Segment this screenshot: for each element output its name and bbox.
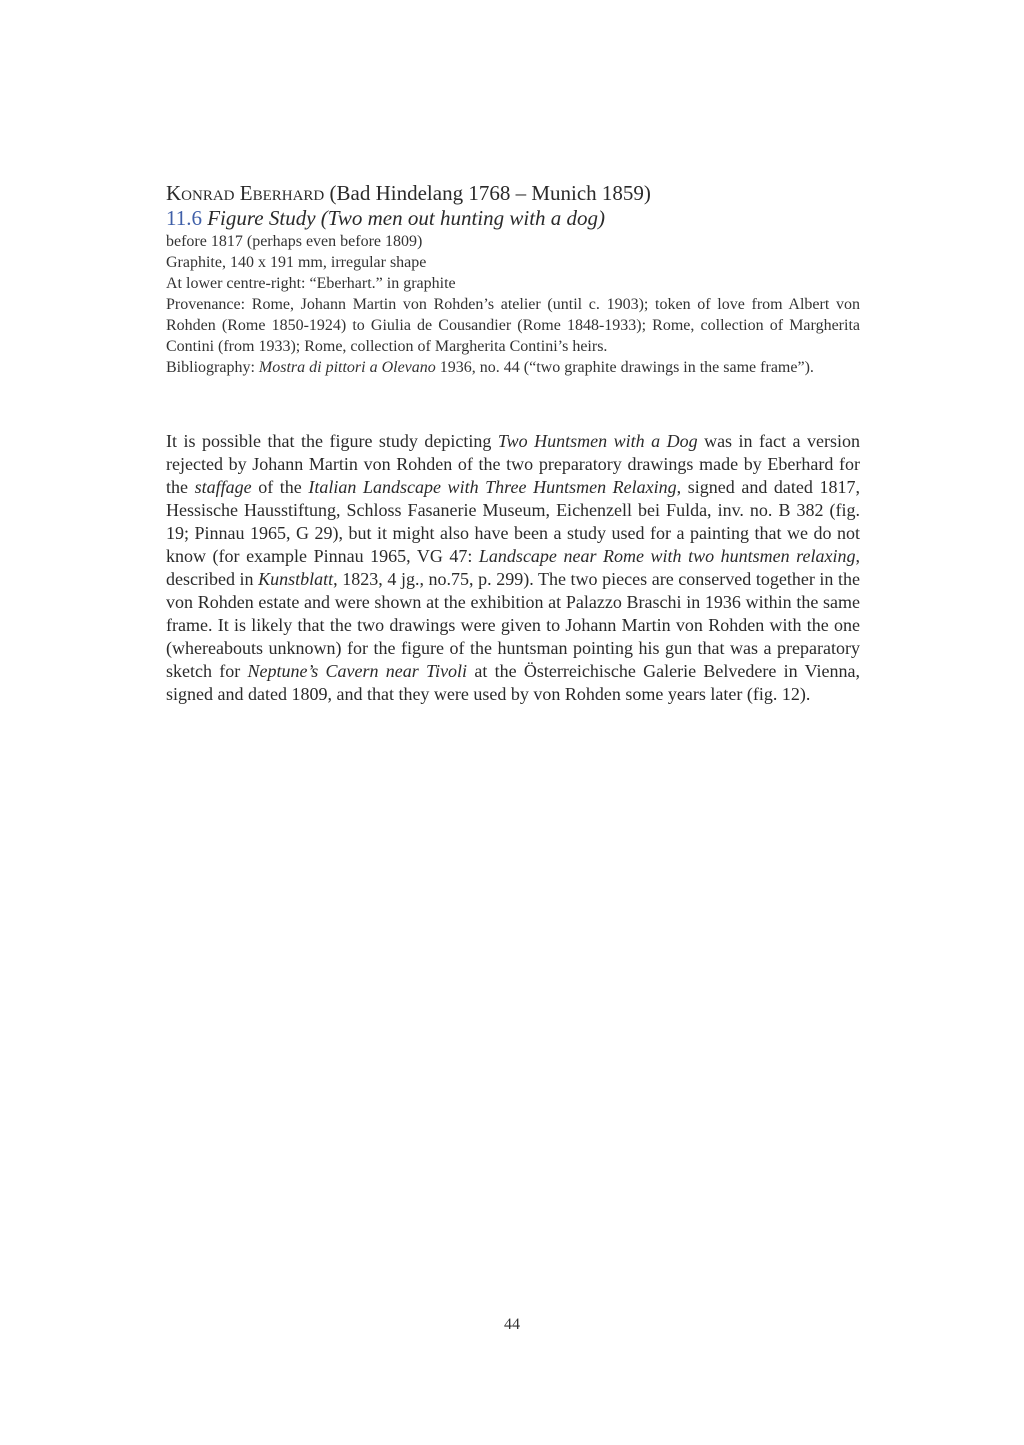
essay-italic: Kunstblatt: [258, 569, 334, 589]
essay-text: , described in: [166, 546, 860, 589]
essay-text: of the: [251, 477, 309, 497]
essay-text: at the Österreichische Galerie Belvedere in Vienna, signed and dated 1809, and that they were used by von Rohden some years later (fig. 12).: [166, 661, 860, 704]
essay-italic: Neptune’s Cavern near Tivoli: [247, 661, 468, 681]
catalogue-entry: [166, 180, 860, 378]
entry-metadata: [166, 231, 860, 378]
essay-italic: Landscape near Rome with two huntsmen relaxing: [478, 546, 856, 566]
artist-heading: [166, 180, 860, 206]
work-medium: Graphite, 140 x 191 mm, irregular shape: [166, 254, 427, 271]
work-provenance: Provenance: Rome, Johann Martin von Rohden’s atelier (until c. 1903); token of love from Albert von Rohden (Rome 1850-1924) to Giulia de Cousandier (Rome 1848-1933); Rome, collection of Margherita Contini (from 1933); Rome, collection of Margherita Contini’s heirs.: [166, 296, 860, 355]
work-inscription: At lower centre-right: “Eberhart.” in graphite: [166, 275, 456, 292]
essay-text: was in fact a version rejected by Johann Martin von Rohden of the two preparatory drawings made by Eberhard for the: [166, 431, 860, 497]
essay-italic: Two Huntsmen with a Dog: [497, 431, 698, 451]
bibliography-title: Mostra di pittori a Olevano: [258, 359, 436, 376]
work-bibliography: [166, 357, 860, 378]
artist-name: Konrad Eberhard: [166, 181, 325, 205]
essay-italic: staffage: [194, 477, 252, 497]
essay-text: , 1823, 4 jg., no.75, p. 299). The two pieces are conserved together in the von Rohden estate and were shown at the exhibition at Palazzo Braschi in 1936 within the same frame. It is likely that the two drawings were given to Johann Martin von Rohden with the one (whereabouts unknown) for the figure of the huntsman pointing his gun that was a preparatory sketch for: [166, 569, 860, 681]
essay-text: , signed and dated 1817, Hessische Hausstiftung, Schloss Fasanerie Museum, Eichenzell bei Fulda, inv. no. B 382 (fig. 19; Pinnau 1965, G 29), but it might also have been a study used for a painting that we do not know (for example Pinnau 1965, VG 47:: [166, 477, 861, 566]
catalogue-number: 11.6: [166, 206, 202, 230]
bibliography-prefix: Bibliography:: [166, 359, 259, 376]
essay-italic: Italian Landscape with Three Huntsmen Relaxing: [308, 477, 677, 497]
work-title: Figure Study (Two men out hunting with a dog): [207, 206, 606, 230]
essay-text: It is possible that the figure study depicting: [166, 431, 498, 451]
work-date: before 1817 (perhaps even before 1809): [166, 233, 423, 250]
page-number: 44: [504, 1316, 520, 1333]
work-heading: [166, 206, 860, 231]
artist-dates: (Bad Hindelang 1768 – Munich 1859): [329, 181, 651, 205]
essay-paragraph: [166, 430, 860, 706]
bibliography-suffix: 1936, no. 44 (“two graphite drawings in the same frame”).: [435, 359, 814, 376]
